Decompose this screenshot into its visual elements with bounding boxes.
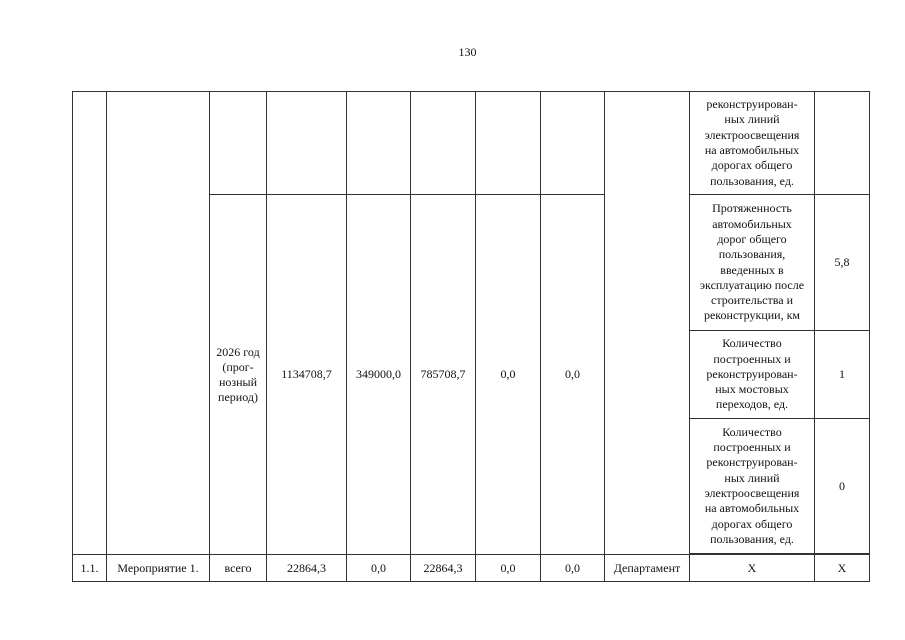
col4-cell-blank xyxy=(541,92,605,195)
event-col1: 0,0 xyxy=(347,555,411,582)
total-cell-blank xyxy=(267,92,347,195)
event-indicator: Х xyxy=(690,555,815,582)
responsible-cell-blank xyxy=(605,92,690,555)
period-cell-blank xyxy=(210,92,267,195)
col2-cell-blank xyxy=(411,92,476,195)
page-number: 130 xyxy=(458,45,477,59)
event-period: всего xyxy=(210,555,267,582)
indicator-cell: Протяженность автомобильных дорог общего пользования, введенных в эксплуатацию после строительства и реконструкции, км xyxy=(690,195,815,331)
col2-cell: 785708,7 xyxy=(411,195,476,555)
col3-cell-blank xyxy=(476,92,541,195)
event-col2: 22864,3 xyxy=(411,555,476,582)
indicator-value: 1 xyxy=(815,331,870,419)
event-number: 1.1. xyxy=(73,555,107,582)
indicator-value: 0 xyxy=(815,419,870,554)
period-cell: 2026 год (прог- нозный период) xyxy=(210,195,267,555)
col3-cell: 0,0 xyxy=(476,195,541,555)
number-cell-blank xyxy=(73,92,107,555)
col1-cell: 349000,0 xyxy=(347,195,411,555)
event-responsible: Департамент xyxy=(605,555,690,582)
col4-cell: 0,0 xyxy=(541,195,605,555)
name-cell-blank xyxy=(107,92,210,555)
indicator-cell: Количество построенных и реконструирован- ных мостовых переходов, ед. xyxy=(690,331,815,419)
indicator-cell: Количество построенных и реконструирован- ных линий электроосвещения на автомобильных дорогах общего пользования, ед. xyxy=(690,419,815,554)
event-col4: 0,0 xyxy=(541,555,605,582)
table-row xyxy=(73,92,870,195)
indicator-cell: реконструирован- ных линий электроосвещения на автомобильных дорогах общего пользования, ед. xyxy=(690,92,815,195)
col1-cell-blank xyxy=(347,92,411,195)
indicator-value: 5,8 xyxy=(815,195,870,331)
event-value: Х xyxy=(815,555,870,582)
table-row xyxy=(73,555,870,582)
event-total: 22864,3 xyxy=(267,555,347,582)
total-cell: 1134708,7 xyxy=(267,195,347,555)
event-name: Мероприятие 1. xyxy=(107,555,210,582)
event-col3: 0,0 xyxy=(476,555,541,582)
indicator-value-blank xyxy=(815,92,870,195)
program-table xyxy=(72,91,870,582)
